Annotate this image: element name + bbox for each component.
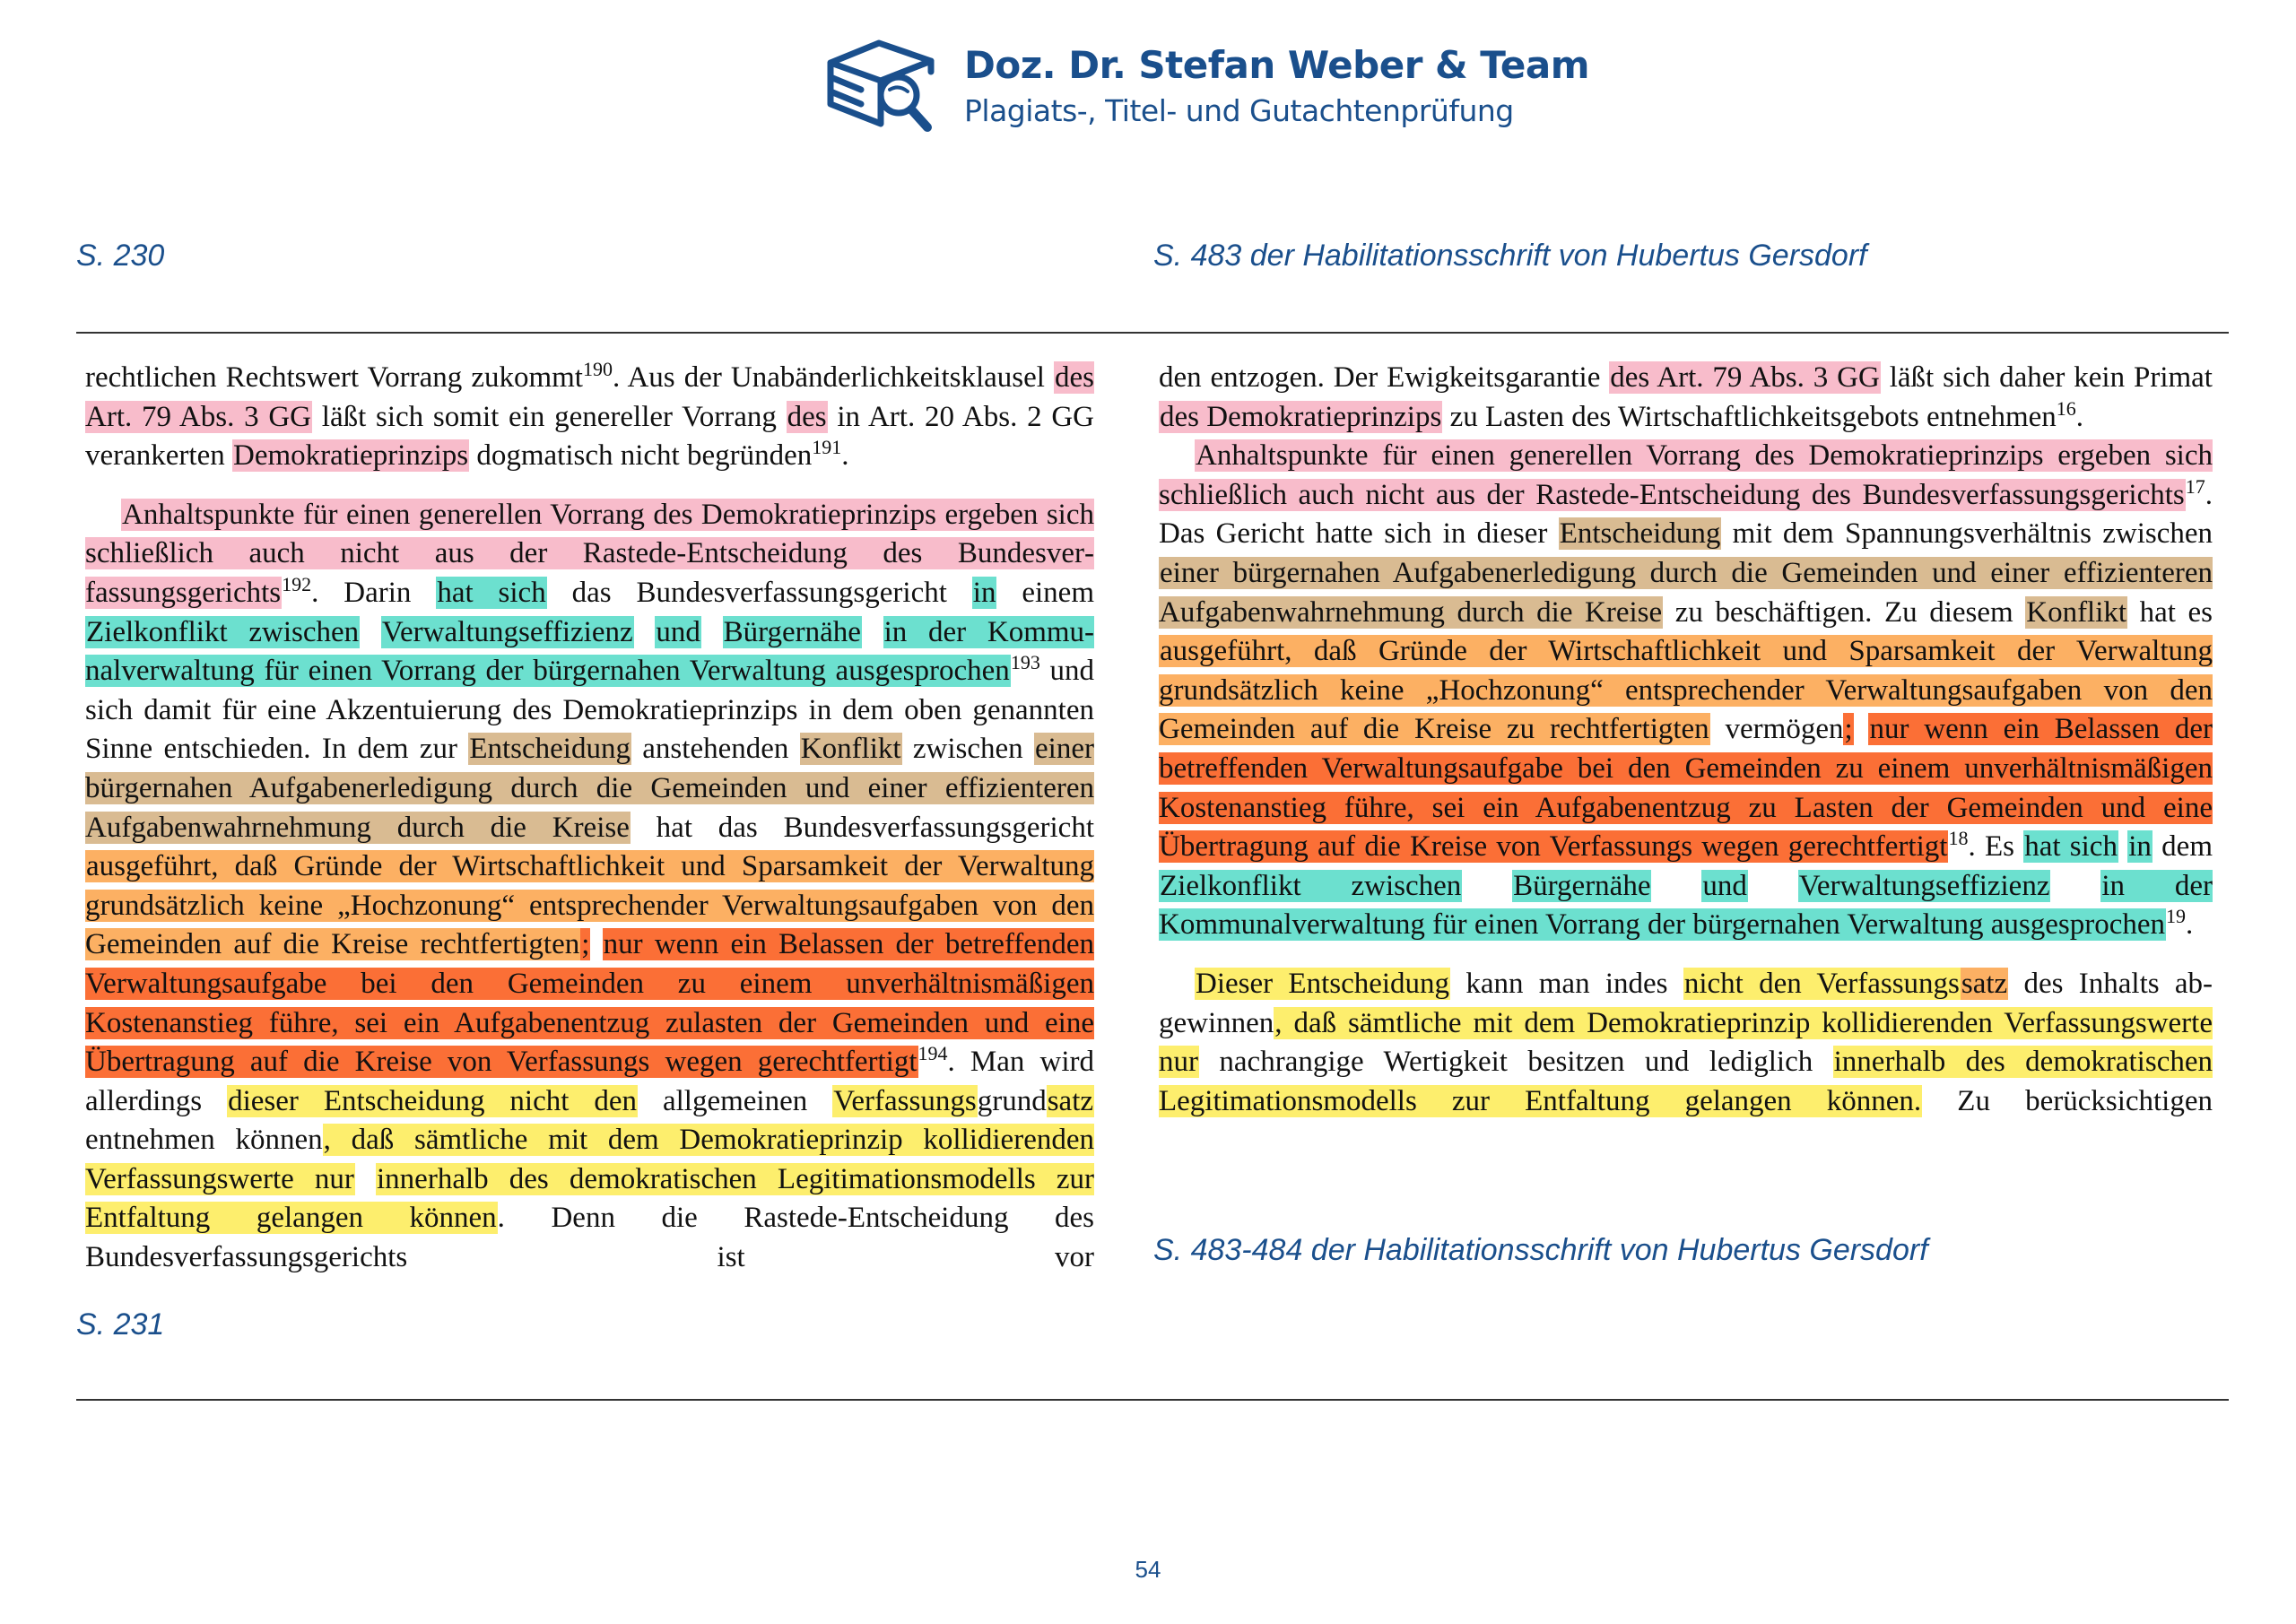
text-span: zu beschäftigen. Zu diesem — [1663, 595, 2026, 629]
header — [0, 0, 2296, 135]
highlight-cyan: in — [2128, 830, 2152, 864]
text-paragraph — [85, 359, 1094, 476]
highlight-cyan: hat sich — [437, 576, 546, 609]
highlight-pink: Anhaltspunkte für einen generellen Vorrang des Demokratieprinzips ergeben sich schließlich auch nicht aus der Rastede-Entscheidung des Bundesverfassungsgerichts — [1159, 439, 2213, 511]
highlight-cyan: hat sich — [2024, 830, 2118, 864]
text-span: . Darin — [311, 576, 437, 609]
highlight-red: nur wenn ein Belassen der betreffenden Verwaltungsaufgabe bei den Gemeinden zu einem unverhältnismäßigen Kostenanstieg führe, sei ein Aufgabenentzug zulasten der Gemeinden und eine Übertragung auf die Kreise von Verfassungs wegen gerechtfertigt — [85, 928, 1095, 1079]
text-span: hat das Bundesverfassungsgericht — [630, 811, 1094, 844]
footnote-ref: 194 — [918, 1042, 948, 1065]
text-span: . — [841, 439, 849, 473]
text-span: den entzogen. Der Ewigkeitsgarantie — [1159, 361, 1610, 394]
text-span — [1462, 870, 1512, 902]
highlight-tan: Konflikt — [2026, 595, 2127, 629]
highlight-cyan: Verwaltungseffizienz — [381, 615, 633, 648]
highlight-yellow: innerhalb des demokratischen Legitimationsmodells zur Entfaltung gelangen können — [85, 1162, 1094, 1235]
left-source-bottom-label: S. 231 — [76, 1307, 165, 1342]
footnote-ref: 19 — [2165, 905, 2186, 928]
text-span: . Man wird allerdings — [85, 1046, 1094, 1117]
highlight-cyan: Verwaltungseffizienz — [1798, 869, 2050, 902]
highlight-tan: Entscheidung — [1559, 517, 1721, 551]
text-span: dem — [2152, 830, 2213, 864]
left-source-text — [85, 359, 1094, 1278]
text-span — [360, 616, 381, 648]
text-span: Zu berücksichtigen — [1922, 1084, 2213, 1117]
highlight-red: nur wenn ein Belassen der betreffenden Verwaltungsaufgabe bei den Gemeinden zu einem unverhältnismäßigen Kostenanstieg führe, sei ein Aufgabenentzug zu Lasten der Gemeinden und eine Übertragung auf die Kreise von Verfassungs wegen gerechtfertigt — [1159, 713, 2213, 864]
highlight-pink: des — [787, 400, 827, 433]
text-span: des Inhalts abgewinnen — [1159, 967, 2213, 1039]
highlight-tan: einer bürgernahen Aufgabenerledigung durch die Gemeinden und einer effizienteren Aufgabenwahrnehmung durch die Kreise — [85, 733, 1094, 844]
highlight-pink: des Art. 79 Abs. 3 GG — [1610, 361, 1880, 394]
text-paragraph — [85, 496, 1094, 1278]
text-span: in Art. 20 Abs. 2 GG verankerten — [85, 400, 1094, 473]
text-paragraph — [1159, 359, 2213, 437]
highlight-cyan: in der Kommunalverwaltung für einen Vorrang der bürgernahen Verwaltung ausgesprochen — [85, 615, 1095, 688]
text-span: dogmatisch nicht begründen — [469, 439, 813, 473]
text-span: hat es — [2127, 595, 2213, 629]
text-paragraph — [1159, 965, 2213, 1121]
highlight-tan: einer bürgernahen Aufgabenerledigung durch die Gemeinden und einer effizienteren Aufgabenwahrnehmung durch die Kreise — [1159, 556, 2213, 629]
text-span: läßt sich somit ein genereller Vorrang — [312, 400, 787, 433]
right-source-text — [1159, 359, 2213, 1121]
highlight-orange: ausgeführt, daß Gründe der Wirtschaftlichkeit und Sparsamkeit der Verwaltung grundsätzlich keine „Hochzonung“ entsprechender Verwaltungsaufgaben von den Gemeinden auf die Kreise zu rechtfertigten — [1159, 635, 2213, 746]
highlight-cyan: in — [972, 576, 996, 609]
footnote-ref: 192 — [282, 572, 312, 595]
highlight-cyan: Zielkonflikt zwischen — [1160, 869, 1462, 902]
highlight-pink: des Art. 79 Abs. 3 GG — [85, 361, 1094, 433]
text-span: . — [2185, 908, 2194, 942]
highlight-yellow: dieser Entscheidung nicht den — [228, 1084, 638, 1117]
footnote-ref: 193 — [1010, 651, 1040, 674]
text-span: zu Lasten des Wirtschaftlichkeitsgebots entnehmen — [1442, 400, 2057, 433]
footnote-ref: 17 — [2185, 474, 2205, 498]
text-span: mit dem Spannungsverhältnis zwischen — [1721, 517, 2213, 551]
bottom-divider — [76, 1399, 2229, 1401]
brand-name: Doz. Dr. Stefan Weber & Team — [964, 43, 1589, 87]
text-span: das Bundesverfassungsgericht — [546, 576, 972, 609]
highlight-cyan: Bürgernähe — [1513, 869, 1651, 902]
right-source-top-label: S. 483 der Habilitationsschrift von Hubertus Gersdorf — [1153, 239, 1867, 273]
text-span: rechtlichen Rechtswert Vorrang zukommt — [85, 361, 583, 394]
text-span — [1651, 870, 1701, 902]
highlight-cyan: Bürgernähe — [723, 615, 861, 648]
highlight-yellow: nicht den Verfassungs — [1683, 967, 1960, 1000]
left-source-top-label: S. 230 — [76, 239, 165, 273]
text-span — [355, 1163, 376, 1195]
highlight-yellow: , daß sämtliche mit dem Demokratieprinzip kollidierenden Verfassungswerte nur — [1159, 1006, 2213, 1079]
highlight-yellow: innerhalb des demokratischen Legitimationsmodells zur Entfaltung gelangen können. — [1159, 1046, 2213, 1117]
highlight-yellow: , daß sämtliche mit dem Demokratieprinzip kollidierenden Verfassungswerte nur — [85, 1124, 1094, 1195]
text-span: . — [2075, 400, 2084, 433]
highlight-red: ; — [581, 928, 590, 961]
right-source-bottom-label: S. 483-484 der Habilitationsschrift von Hubertus Gersdorf — [1153, 1233, 1928, 1267]
top-divider — [76, 332, 2229, 334]
text-span: . Das Gericht hatte sich in dieser — [1159, 478, 2213, 551]
text-span — [634, 616, 656, 648]
text-span: nachrangige Wertigkeit besitzen und lediglich — [1199, 1046, 1833, 1079]
footnote-ref: 16 — [2056, 396, 2076, 420]
highlight-pink: Anhaltspunkte für einen generellen Vorrang des Demokratieprinzips ergeben sich schließlich auch nicht aus der Rastede-Entscheidung des Bundesverfassungsgerichts — [85, 498, 1094, 609]
text-span: vermögen — [1709, 713, 1844, 746]
text-span: und sich damit für eine Akzentuierung des Demokratieprinzips in dem oben genannten Sinne entschieden. In dem zur — [85, 655, 1094, 766]
highlight-orange: ausgeführt, daß Gründe der Wirtschaftlichkeit und Sparsamkeit der Verwaltung grundsätzlich keine „Hochzonung“ entsprechender Verwaltungsaufgaben von den Gemeinden auf die Kreise rechtfertigten — [85, 850, 1094, 961]
text-span — [862, 616, 883, 648]
text-span: . Es — [1968, 830, 2024, 864]
highlight-red: ; — [1844, 713, 1853, 746]
text-span: anstehenden — [631, 733, 800, 766]
highlight-cyan: Zielkonflikt zwischen — [86, 615, 360, 648]
highlight-orange: satz — [1961, 967, 2008, 1000]
footnote-ref: 190 — [582, 358, 613, 380]
text-span: zwischen — [901, 733, 1035, 766]
text-span: kann man indes — [1450, 967, 1683, 1000]
text-span: . Denn die Rastede-Entscheidung des Bundesverfassungsgerichts ist vor — [85, 1202, 1094, 1274]
text-span: läßt sich daher kein Primat — [1880, 361, 2213, 394]
text-span: einem — [996, 576, 1094, 609]
highlight-cyan: in der Kommunalverwaltung für einen Vorrang der bürgernahen Verwaltung ausgesprochen — [1159, 869, 2213, 942]
highlight-yellow: Dieser Entscheidung — [1196, 967, 1450, 1000]
text-span: . Aus der Unabänderlichkeitsklausel — [612, 361, 1054, 394]
footnote-ref: 18 — [1948, 827, 1969, 850]
highlight-tan: Entscheidung — [469, 733, 631, 766]
text-span — [1748, 870, 1798, 902]
highlight-pink: Demokratieprinzips — [233, 439, 469, 473]
text-span — [701, 616, 723, 648]
text-paragraph — [1159, 437, 2213, 945]
text-span — [2050, 870, 2100, 902]
text-span: entnehmen können — [85, 1124, 323, 1157]
highlight-yellow: Verfassungs — [833, 1084, 977, 1117]
highlight-tan: Konflikt — [800, 733, 901, 766]
text-span — [2118, 830, 2127, 863]
highlight-yellow: satz — [1047, 1084, 1094, 1117]
text-span: grund — [977, 1084, 1047, 1117]
magnifier-book-logo-icon — [825, 36, 937, 135]
page-number: 54 — [1135, 1556, 1161, 1583]
text-span: allgemeinen — [638, 1084, 833, 1117]
highlight-cyan: und — [656, 615, 700, 648]
footnote-ref: 191 — [812, 436, 842, 459]
brand-tagline: Plagiats-, Titel- und Gutachtenprüfung — [964, 93, 1514, 128]
highlight-cyan: und — [1702, 869, 1747, 902]
text-span — [1854, 713, 1869, 745]
highlight-pink: des Demokratieprinzips — [1160, 400, 1442, 433]
text-span — [590, 928, 602, 960]
